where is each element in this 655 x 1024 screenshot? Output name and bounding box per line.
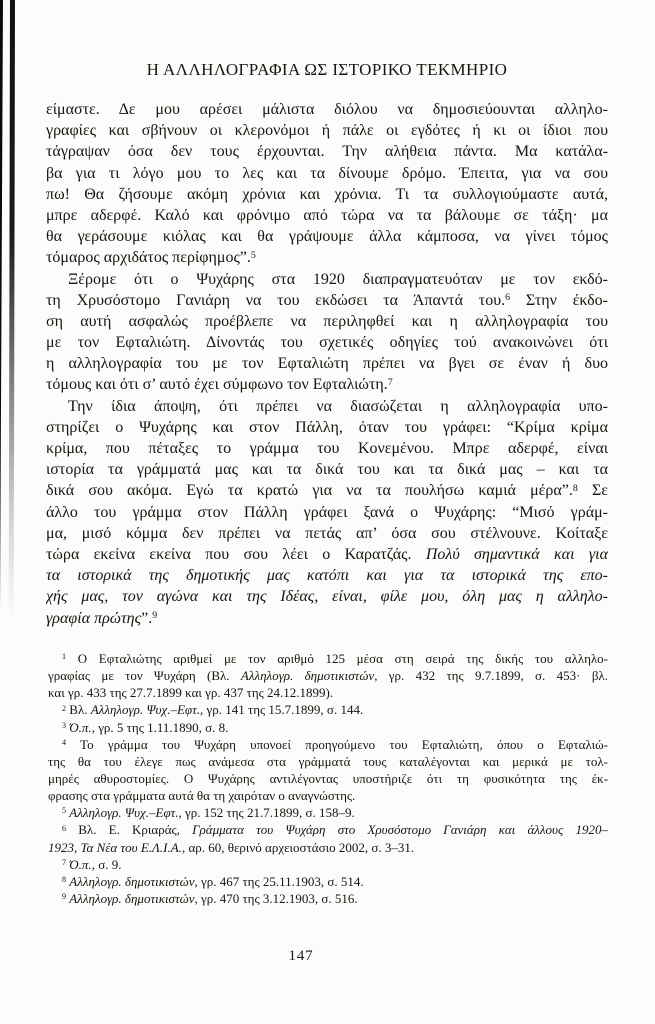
footnote-marker: 9 [62, 892, 67, 902]
footnote-marker: 8 [572, 482, 578, 494]
footnote [48, 821, 608, 855]
footnote-marker: 2 [62, 703, 67, 713]
text-line: άλλο του γράμμα στον Πάλλη γράφει ξανά ο Ψυχάρης: “Μισό γράμ- [46, 503, 608, 521]
text-line: γραφίες και σβήνουν οι κλερονόμοι ή πάλε οι εγδότες ή κι οι ίδιοι που [46, 122, 608, 140]
paragraph [46, 396, 608, 629]
text-line: $^4$ Το γράμμα του Ψυχάρη υπονοεί προηγούμενο του Εφταλιώτη, όπου ο Εφταλιώ- [62, 736, 608, 752]
footnote-marker: 4 [62, 737, 67, 747]
text-line: τάγραψαν όσα δεν τους έρχουνται. Την αλήθεια πάντα. Μα κατάλα- [46, 143, 608, 161]
text-line: με τον Εφταλιώτη. Δίνοντάς του σχετικές οδηγίες τού ανακοινώνει ότι [46, 334, 608, 352]
footnote [48, 701, 608, 718]
text-line: φρασης στα γράμματα αυτά θα τη χαιρόταν ο αναγνώστης. [48, 788, 356, 804]
footnote-marker: 6 [505, 291, 511, 303]
text-line: ιστορία τα γράμματά μας και τα δικά του και τα δικά μας – και τα [46, 461, 608, 479]
footnote [48, 856, 608, 873]
footnote-marker: 7 [62, 857, 67, 867]
footnote [48, 873, 608, 890]
text-line: τα ιστορικά της δημοτικής μας κατόπι και για τα ιστορικά της επο- [46, 567, 608, 585]
text-line: στηρίζει ο Ψυχάρης και στον Πάλλη, όταν του γράφει: “Κρίμα κρίμα [46, 418, 608, 436]
footnote-marker: 5 [62, 806, 67, 816]
body-text [46, 99, 608, 629]
footnote [48, 719, 608, 736]
text-line: και γρ. 433 της 27.7.1899 και γρ. 437 της 24.12.1899). [48, 685, 334, 701]
scan-artifact-left-bar [0, 0, 3, 1024]
text-line: χής μας, τον αγώνα και της Ιδέας, είναι, φίλε μου, όλη μας η αλληλο- [46, 588, 608, 606]
text-line: $^1$ Ο Εφταλιώτης αριθμεί με τον αριθμό 125 μέσα στη σειρά της δικής του αλληλο- [62, 651, 608, 666]
page-number: 147 [288, 948, 314, 964]
text-line: τώρα εκείνα εκείνα που σου λέει ο Καρατζάς. Πολύ σημαντικά και για [46, 545, 608, 563]
footnote-marker: 6 [62, 823, 67, 833]
footnote-marker: 5 [250, 249, 256, 261]
text-line: δικά σου ακόμα. Εγώ τα κρατώ για να τα πουλήσω καμιά μέρα”.$^8$ Σε [46, 482, 608, 500]
text-line: είμαστε. Δε μου αρέσει μάλιστα διόλου να δημοσιεύουνται αλληλο- [46, 101, 608, 118]
text-line: $^5$ Αλληλογρ. Ψυχ.–Εφτ., γρ. 152 της 21.7.1899, σ. 158–9. [62, 805, 355, 821]
text-line: η αλληλογραφία του με τον Εφταλιώτη πρέπει να βγει σε έναν ή δυο [46, 355, 608, 373]
text-line: μα, μισό κόμμα δεν πρέπει να πετάς απ’ όσα σου στέλνουνε. Κοίταξε [46, 524, 608, 542]
footnote [48, 804, 608, 821]
text-line: τη Χρυσόστομο Γανιάρη να του εκδώσει τα Άπαντά του.$^6$ Στην έκδο- [46, 291, 608, 309]
text-line: μπρε αδερφέ. Καλό και φρόνιμο από τώρα να τα βάλουμε σε τάξη· μα [46, 206, 608, 224]
text-line: τόμους και ότι σ’ αυτό έχει σύμφωνο τον Εφταλιώτη.$^7$ [46, 376, 393, 394]
text-line: γραφία πρώτης”.$^9$ [46, 609, 158, 627]
text-line: θα γεράσουμε κιόλας και θα γράψουμε άλλα κάμποσα, να γίνει τόμος [46, 228, 608, 246]
footnote-marker: 9 [152, 609, 158, 621]
text-line: βα για τι λόγο μου το λες και τα δίνουμε δρόμο. Έπειτα, για να σου [46, 164, 608, 182]
footnote [48, 890, 608, 907]
footnote [48, 736, 608, 805]
text-line: μηρές αθυροστομίες. Ο Ψυχάρης αντιλέγοντας υποστήριζε ότι τη φυσικότητα της έκ- [48, 770, 608, 786]
paragraph [46, 99, 608, 269]
footnote-marker: 3 [62, 720, 67, 730]
running-header: Η ΑΛΛΗΛΟΓΡΑΦΙΑ ΩΣ ΙΣΤΟΡΙΚΟ ΤΕΚΜΗΡΙΟ [146, 60, 508, 79]
footnote-marker: 7 [387, 376, 393, 388]
text-line: πω! Θα ζήσουμε ακόμη χρόνια και χρόνια. Τι τα συλλογιούμαστε αυτά, [46, 185, 608, 203]
text-line: 1923, Τα Νέα του Ε.Λ.Ι.Α., αρ. 60, θερινό αρχειοστάσιο 2002, σ. 3–31. [48, 839, 415, 855]
text-line: $^9$ Αλληλογρ. δημοτικιστών, γρ. 470 της 3.12.1903, σ. 516. [62, 890, 358, 906]
text-line: τόμαρος αρχιδάτος περίφημος”.$^5$ [46, 249, 256, 267]
text-line: $^7$ Ό.π., σ. 9. [62, 856, 122, 872]
text-line: Την ίδια άποψη, ότι πρέπει να διασώζεται η αλληλογραφία υπο- [68, 397, 608, 415]
footnote-marker: 8 [62, 874, 67, 884]
scan-artifact-inner-bar [9, 0, 15, 618]
text-line: $^8$ Αλληλογρ. δημοτικιστών, γρ. 467 της 25.11.1903, σ. 514. [62, 873, 364, 889]
footnote [48, 650, 608, 701]
paragraph [46, 269, 608, 396]
text-line: γραφίας με τον Ψυχάρη (Βλ. Αλληλογρ. δημοτικιστών, γρ. 432 της 9.7.1899, σ. 453· βλ. [48, 668, 608, 684]
text-line: κρίμα, που πέταξες το γράμμα του Κονεμένου. Μπρε αδερφέ, είναι [46, 440, 608, 457]
text-line: ση αυτή ασφαλώς προέβλεπε να περιληφθεί και η αλληλογραφία του [46, 312, 608, 330]
footnotes [48, 650, 608, 907]
text-line: Ξέρομε ότι ο Ψυχάρης στα 1920 διαπραγματευόταν με τον εκδό- [68, 270, 608, 288]
text-line: της θα του έλεγε πως ανάμεσα στα γράμματά τους καταλέγονται και μερικά με τολ- [48, 753, 608, 769]
text-line: $^2$ Βλ. Αλληλογρ. Ψυχ.–Εφτ., γρ. 141 της 15.7.1899, σ. 144. [62, 702, 364, 718]
text-line: $^6$ Βλ. Ε. Κριαράς, Γράμματα του Ψυχάρη στο Χρυσόστομο Γανιάρη και άλλους 1920– [62, 822, 608, 838]
footnote-marker: 1 [62, 652, 67, 662]
text-line: $^3$ Ό.π., γρ. 5 της 1.11.1890, σ. 8. [62, 719, 229, 735]
